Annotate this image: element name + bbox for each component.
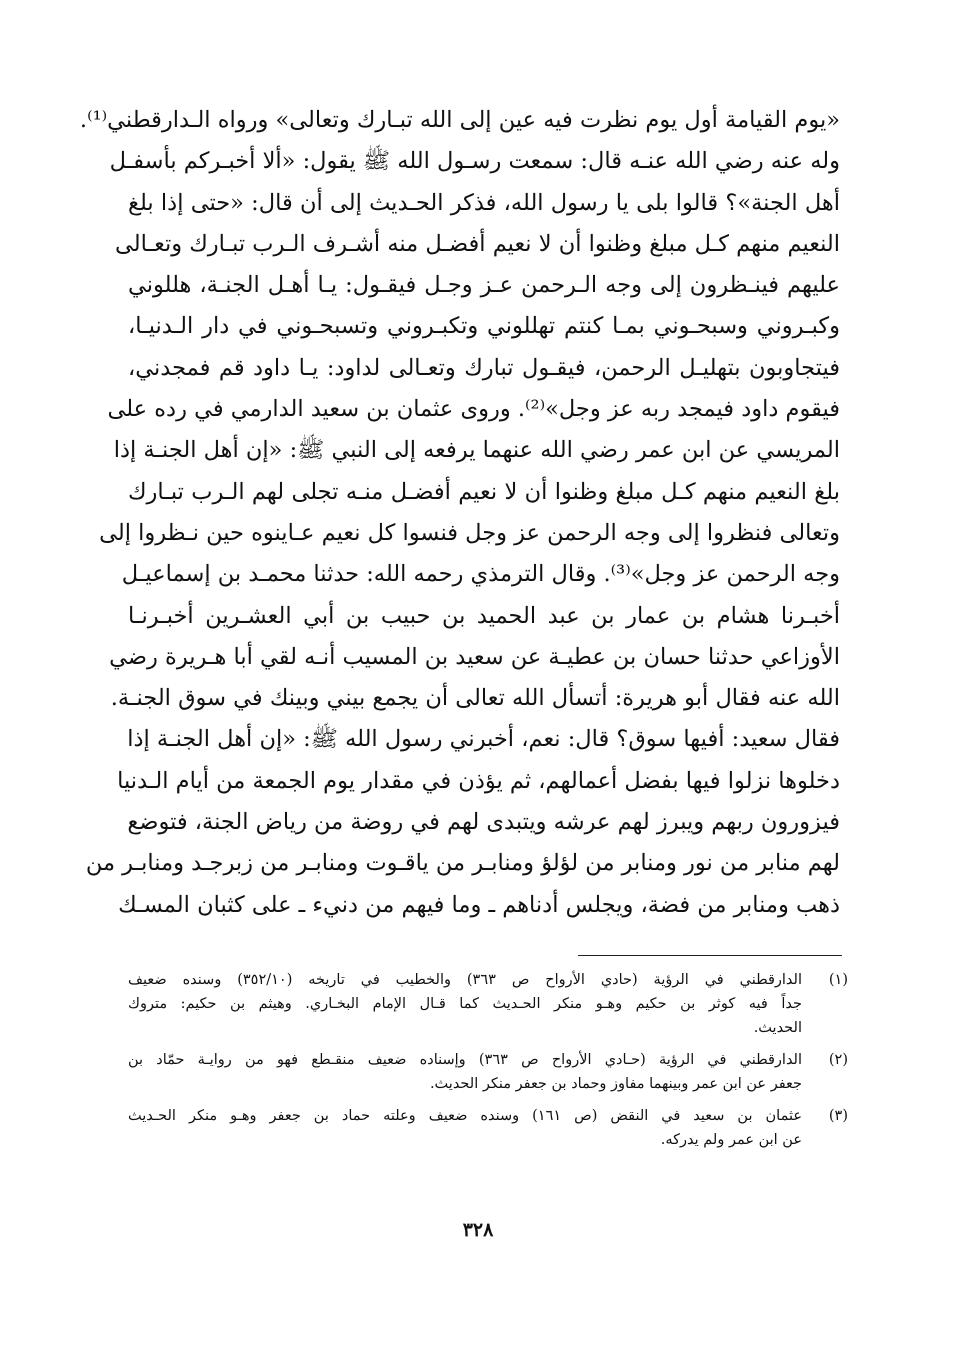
footnote-2 (128, 1048, 848, 1096)
text-line: عليهم فينـظرون إلى وجه الـرحمن عـز وجـل فيقـول: يـا أهـل الجنـة، هللوني (128, 272, 840, 299)
text-line: ذهب ومنابر من فضة، ويجلس أدناهم ـ وما فيهم من دنيء ـ على كثبان المسـك (118, 891, 840, 918)
footnote-text (128, 1048, 802, 1096)
main-text-block (79, 100, 840, 926)
footnote-number: (٣) (828, 1108, 848, 1124)
footnote-1 (128, 968, 848, 1040)
footnote-line: عثمان بن سعيد في النقض (ص ١٦١) وسنده ضعيف وعلته حماد بن جعفر وهـو منكر الحـديث (128, 1108, 802, 1124)
footnote-line: عن ابن عمر ولم يدركه. (660, 1132, 802, 1148)
text-line: أهل الجنة»؟ قالوا بلى يا رسول الله، فذكر الحـديث إلى أن قال: «حتى إذا بلغ (128, 189, 840, 216)
text-line: فقال سعيد: أفيها سوق؟ قال: نعم، أخبرني رسول الله ﷺ: «إن أهل الجنـة إذا (127, 726, 840, 753)
text-line: دخلوها نزلوا فيها بفضل أعمالهم، ثم يؤذن في مقدار يوم الجمعة من أيام الـدنيا (117, 767, 840, 794)
footnote-number: (٢) (828, 1052, 848, 1068)
text-line: وتعالى فنظروا إلى وجه الرحمن عز وجل فنسوا كل نعيم عـاينوه حين نـظروا إلى (99, 519, 840, 546)
text-line: فيزورون ربهم ويبرز لهم عرشه ويتبدى لهم في روضة من رياض الجنة، فتوضع (127, 809, 840, 836)
footnote-line: جعفر عن ابن عمر وبينهما مفاوز وحماد بن جعفر منكر الحديث. (429, 1076, 802, 1092)
text-line: النعيم منهم كـل مبلغ وظنوا أن لا نعيم أفضـل منه أشـرف الـرب تبـارك وتعـالى (115, 230, 840, 257)
footnote-line: الدارقطني في الرؤية (حـادي الأرواح ص ٣٦٣) وإسناده ضعيف منقـطع فهو من روايـة حمّاد بن (128, 1052, 803, 1068)
text-line: وجه الرحمن عز وجل»⁽³⁾. وقال الترمذي رحمه الله: حدثنا محمـد بن إسماعيـل (121, 561, 840, 588)
page-number: ٣٢٨ (462, 1219, 494, 1241)
text-line: الأوزاعي حدثنا حسان بن عطيـة عن سعيد بن المسيب أنـه لقي أبا هـريرة رضي (109, 643, 840, 670)
text-line: فيقوم داود فيمجد ربه عز وجل»⁽²⁾. وروى عثمان بن سعيد الدارمي في رده على (107, 396, 840, 423)
footnote-number: (١) (828, 972, 848, 988)
text-line: الله عنه فقال أبو هريرة: أتسأل الله تعالى أن يجمع بيني وبينك في سوق الجنـة. (110, 685, 840, 712)
text-line: أخبـرنا هشام بن عمار بن عبد الحميد بن حبيب بن أبي العشـرين أخبـرنـا (128, 602, 840, 629)
text-line: لهم منابر من نور ومنابر من لؤلؤ ومنابـر من ياقـوت ومنابـر من زبرجـد ومنابـر من (85, 850, 840, 877)
text-line: بلغ النعيم منهم كـل مبلغ وظنوا أن لا نعيم أفضـل منـه تجلى لهم الـرب تبـارك (128, 478, 840, 505)
footnote-line: الحديث. (753, 1020, 802, 1036)
text-line: فيتجاوبون بتهليـل الرحمن، فيقـول تبارك وتعـالى لداود: يـا داود قم فمجدني، (128, 354, 840, 381)
text-line: وله عنه رضي الله عنـه قال: سمعت رسـول الله ﷺ يقول: «ألا أخبـركم بأسفـل (109, 148, 840, 175)
footnotes-section (128, 968, 848, 1160)
footnote-line: الدارقطني في الرؤية (حادي الأرواح ص ٣٦٣) والخطيب في تاريخه (٣٥٢/١٠) وسنده ضعيف (128, 972, 802, 988)
footnote-divider (578, 955, 842, 956)
footnote-line: جداً فيه كوثر بن حكيم وهـو منكر الحـديث كما قـال الإمام البخـاري. وهيثم بن حكيم: متروك (128, 996, 802, 1012)
text-line: «يوم القيامة أول يوم نظرت فيه عين إلى الله تبـارك وتعالى» ورواه الـدارقطني⁽¹⁾. (79, 107, 840, 133)
text-line: وكبـروني وسبحـوني بمـا كنتم تهللوني وتكبـروني وتسبحـوني في دار الـدنيـا، (128, 313, 840, 340)
footnote-text (128, 1104, 802, 1152)
text-line: المريسي عن ابن عمر رضي الله عنهما يرفعه إلى النبي ﷺ: «إن أهل الجنـة إذا (113, 437, 840, 464)
footnote-3 (128, 1104, 848, 1152)
footnote-text (128, 968, 802, 1040)
